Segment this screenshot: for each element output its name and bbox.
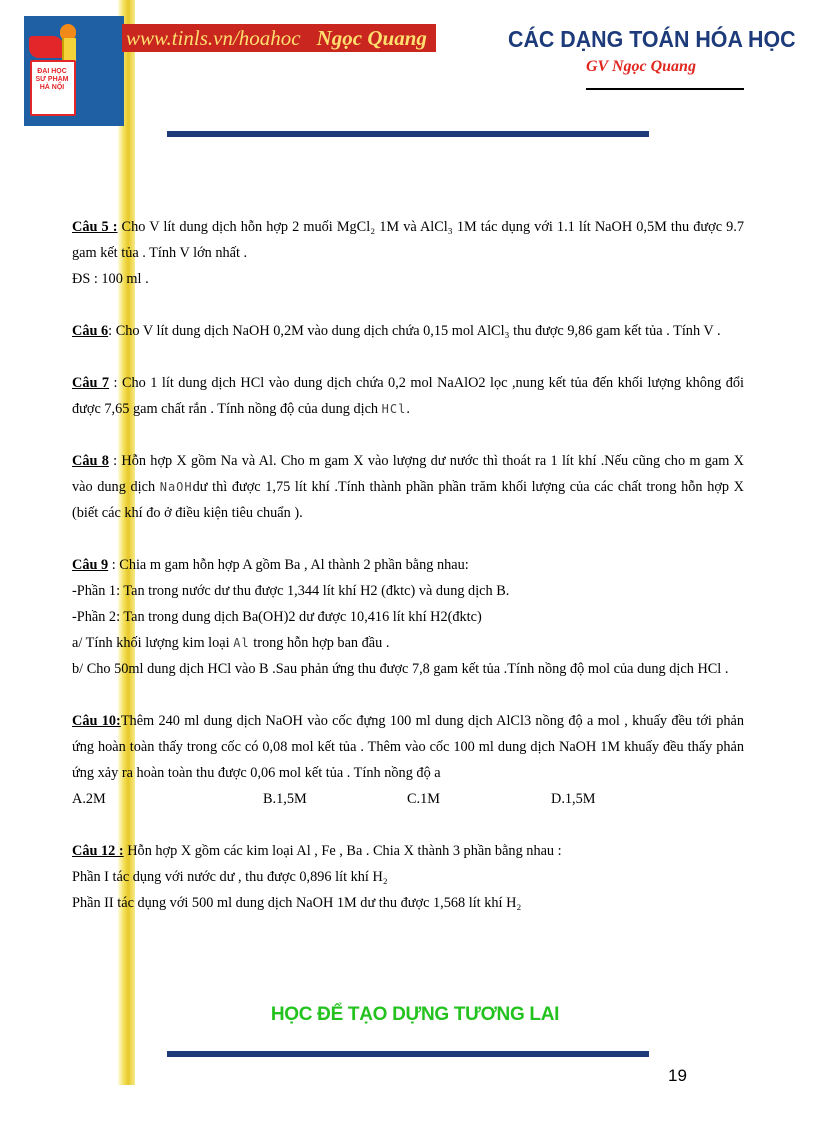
question-label: Câu 9 xyxy=(72,557,109,573)
logo-text-line: HÀ NỘI xyxy=(39,84,65,91)
teacher-underline xyxy=(586,88,744,90)
faded-formula: Al xyxy=(233,636,250,650)
question-6 xyxy=(72,318,744,344)
question-9-b: b/ Cho 50ml dung dịch HCl vào B .Sau phản ứng thu được 7,8 gam kết tủa .Tính nồng độ mol của dung dịch HCl . xyxy=(72,661,729,677)
question-label: Câu 12 : xyxy=(72,843,124,859)
question-text: Hỗn hợp X gồm các kim loại Al , Fe , Ba . Chia X thành 3 phần bằng nhau : xyxy=(123,843,562,859)
question-12-part-2: Phần II tác dụng với 500 ml dung dịch NaOH 1M dư thu được 1,568 lít khí H₂ xyxy=(72,895,522,911)
question-8 xyxy=(72,448,744,526)
faded-formula: NaOH xyxy=(159,480,193,494)
question-5 xyxy=(72,214,744,266)
choice-d: D.1,5M xyxy=(551,791,596,807)
question-text: Cho V lít dung dịch hỗn hợp 2 muối MgCl₂ 1M và AlCl₃ 1M tác dụng với 1.1 lít NaOH 0,5M thu được 9.7 gam kết tủa . Tính V lớn nhất . xyxy=(72,219,744,261)
questions-body xyxy=(72,214,744,916)
question-text: : Cho 1 lít dung dịch HCl vào dung dịch chứa 0,2 mol NaAlO2 lọc ,nung kết tủa đến khối lượng không đổi được 7,65 gam chất rắn . Tính nồng độ của dung dịch xyxy=(72,375,744,417)
question-9-a xyxy=(72,630,744,656)
question-text: : Chia m gam hỗn hợp A gồm Ba , Al thành 2 phần bằng nhau: xyxy=(108,557,469,573)
university-logo xyxy=(24,16,124,126)
teacher-name: GV Ngọc Quang xyxy=(586,58,696,75)
question-text-continued: trong hỗn hợp ban đầu . xyxy=(253,635,390,651)
choice-c: C.1M xyxy=(407,791,440,807)
question-label: Câu 7 xyxy=(72,375,110,391)
page-number: 19 xyxy=(668,1066,687,1085)
choice-a: A.2M xyxy=(72,791,106,807)
website-url: www.tinls.vn/hoahoc xyxy=(126,26,301,50)
answer-choices xyxy=(72,786,744,812)
logo-flag-shape xyxy=(29,36,63,58)
question-9-part-1: -Phần 1: Tan trong nước dư thu được 1,344 lít khí H2 (đktc) và dung dịch B. xyxy=(72,583,510,599)
question-10 xyxy=(72,708,744,786)
signature: Ngọc Quang xyxy=(316,26,427,50)
question-text: Thêm 240 ml dung dịch NaOH vào cốc đựng 100 ml dung dịch AlCl3 nồng độ a mol , khuấy đều tới phản ứng hoàn toàn thấy trong cốc có 0,08 mol kết tủa . Thêm vào cốc 100 ml dung dịch NaOH 1M khuấy đều thấy phản ứng xảy ra hoàn toàn thu được 0,06 mol kết tủa . Tính nồng độ a xyxy=(72,713,744,781)
footer-motto: HỌC ĐỂ TẠO DỰNG TƯƠNG LAI xyxy=(270,1004,560,1025)
website-banner xyxy=(122,24,436,52)
faded-formula: HCl xyxy=(381,402,407,416)
question-text: : Cho V lít dung dịch NaOH 0,2M vào dung dịch chứa 0,15 mol AlCl₃ thu được 9,86 gam kết tủa . Tính V . xyxy=(108,323,721,339)
logo-text xyxy=(32,68,72,92)
question-12 xyxy=(72,838,744,864)
question-text: a/ Tính khối lượng kim loại xyxy=(72,635,230,651)
question-text-continued: dư thì được 1,75 lít khí .Tính thành phần phần trăm khối lượng của các chất trong hỗn hợp X (biết các khí đo ở điều kiện tiêu chuẩn ). xyxy=(72,479,744,521)
question-12-part-1: Phần I tác dụng với nước dư , thu được 0,896 lít khí H₂ xyxy=(72,869,388,885)
question-label: Câu 8 xyxy=(72,453,109,469)
choice-b: B.1,5M xyxy=(263,791,307,807)
question-5-answer: ĐS : 100 ml . xyxy=(72,271,149,287)
question-label: Câu 10: xyxy=(72,713,121,729)
question-label: Câu 6 xyxy=(72,323,109,339)
question-9 xyxy=(72,552,744,578)
logo-text-line: ĐẠI HỌC xyxy=(37,68,67,75)
question-text: : Hỗn hợp X gồm Na và Al. Cho m gam X vào lượng dư nước thì thoát ra 1 lít khí .Nếu cũng cho m gam X vào dung dịch xyxy=(72,453,744,495)
header-rule xyxy=(167,131,649,137)
question-9-part-2: -Phần 2: Tan trong dung dịch Ba(OH)2 dư được 10,416 lít khí H2(đktc) xyxy=(72,609,482,625)
question-end: . xyxy=(406,401,410,417)
question-label: Câu 5 : xyxy=(72,219,118,235)
document-title: CÁC DẠNG TOÁN HÓA HỌC xyxy=(508,26,796,52)
logo-text-line: SƯ PHẠM xyxy=(35,76,69,83)
question-7 xyxy=(72,370,744,422)
footer-rule xyxy=(167,1051,649,1057)
